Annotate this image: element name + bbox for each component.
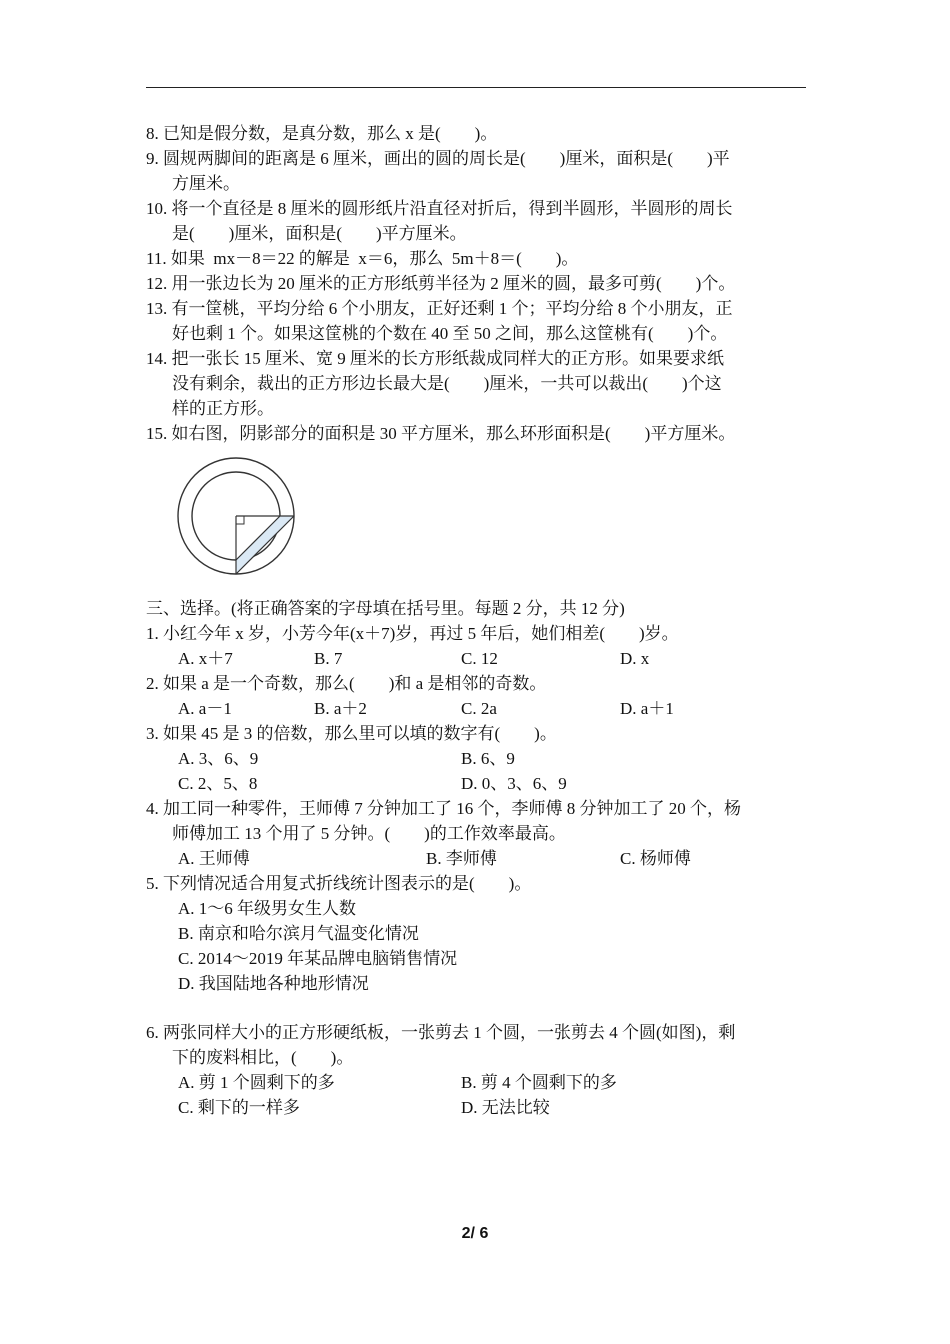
choice-question-4: 4. 加工同一种零件，王师傅 7 分钟加工了 16 个，李师傅 8 分钟加工了 20 个，杨 [146, 799, 741, 818]
option-5c: C. 2014～2019 年某品牌电脑销售情况 [178, 949, 458, 968]
question-14-cont: 没有剩余，裁出的正方形边长最大是( )厘米，一共可以裁出( )个这 [172, 374, 722, 393]
option-5a: A. 1～6 年级男女生人数 [178, 899, 357, 918]
question-13-cont: 好也剩 1 个。如果这筐桃的个数在 40 至 50 之间，那么这筐桃有( )个。 [172, 324, 728, 343]
question-15: 15. 如右图，阴影部分的面积是 30 平方厘米，那么环形面积是( )平方厘米。 [146, 424, 736, 443]
option-1d: D. x [620, 649, 650, 668]
option-1b: B. 7 [314, 649, 343, 668]
question-14: 14. 把一张长 15 厘米、宽 9 厘米的长方形纸裁成同样大的正方形。如果要求纸 [146, 349, 724, 368]
question-11: 11. 如果 mx－8＝22 的解是 x＝6，那么 5m＋8＝( )。 [146, 249, 579, 268]
option-3b: B. 6、9 [461, 749, 515, 768]
question-10: 10. 将一个直径是 8 厘米的圆形纸片沿直径对折后，得到半圆形，半圆形的周长 [146, 199, 733, 218]
option-1a: A. x＋7 [178, 649, 233, 668]
option-4a: A. 王师傅 [178, 849, 250, 868]
choice-question-4-cont: 师傅加工 13 个用了 5 分钟。( )的工作效率最高。 [172, 824, 566, 843]
question-9-cont: 方厘米。 [172, 174, 240, 193]
question-14-cont2: 样的正方形。 [172, 399, 274, 418]
option-2b: B. a＋2 [314, 699, 367, 718]
choice-question-1: 1. 小红今年 x 岁，小芳今年(x＋7)岁，再过 5 年后，她们相差( )岁。 [146, 624, 679, 643]
header-rule [146, 87, 806, 88]
option-5b: B. 南京和哈尔滨月气温变化情况 [178, 924, 419, 943]
option-4c: C. 杨师傅 [620, 849, 691, 868]
option-3c: C. 2、5、8 [178, 774, 258, 793]
question-8: 8. 已知是假分数，是真分数，那么 x 是( )。 [146, 124, 498, 143]
option-6c: C. 剩下的一样多 [178, 1098, 300, 1117]
ring-diagram [172, 448, 302, 580]
option-6b: B. 剪 4 个圆剩下的多 [461, 1073, 617, 1092]
question-10-cont: 是( )厘米，面积是( )平方厘米。 [172, 224, 467, 243]
option-2d: D. a＋1 [620, 699, 674, 718]
option-3a: A. 3、6、9 [178, 749, 259, 768]
option-2c: C. 2a [461, 699, 497, 718]
choice-question-5: 5. 下列情况适合用复式折线统计图表示的是( )。 [146, 874, 532, 893]
choice-question-6-cont: 下的废料相比，( )。 [172, 1048, 354, 1067]
choice-question-2: 2. 如果 a 是一个奇数，那么( )和 a 是相邻的奇数。 [146, 674, 547, 693]
option-2a: A. a－1 [178, 699, 232, 718]
option-6d: D. 无法比较 [461, 1098, 550, 1117]
option-1c: C. 12 [461, 649, 498, 668]
ring-figure [172, 448, 302, 585]
question-13: 13. 有一筐桃，平均分给 6 个小朋友，正好还剩 1 个；平均分给 8 个小朋友，正 [146, 299, 733, 318]
option-4b: B. 李师傅 [426, 849, 497, 868]
option-3d: D. 0、3、6、9 [461, 774, 567, 793]
option-6a: A. 剪 1 个圆剩下的多 [178, 1073, 335, 1092]
option-5d: D. 我国陆地各种地形情况 [178, 974, 369, 993]
section-3-heading: 三、选择。(将正确答案的字母填在括号里。每题 2 分，共 12 分) [146, 599, 625, 618]
choice-question-6: 6. 两张同样大小的正方形硬纸板，一张剪去 1 个圆，一张剪去 4 个圆(如图)，剩 [146, 1023, 736, 1042]
choice-question-3: 3. 如果 45 是 3 的倍数，那么里可以填的数字有( )。 [146, 724, 557, 743]
question-12: 12. 用一张边长为 20 厘米的正方形纸剪半径为 2 厘米的圆，最多可剪( )个。 [146, 274, 736, 293]
question-9: 9. 圆规两脚间的距离是 6 厘米，画出的圆的周长是( )厘米，面积是( )平 [146, 149, 730, 168]
page-number: 2/ 6 [461, 1225, 489, 1242]
